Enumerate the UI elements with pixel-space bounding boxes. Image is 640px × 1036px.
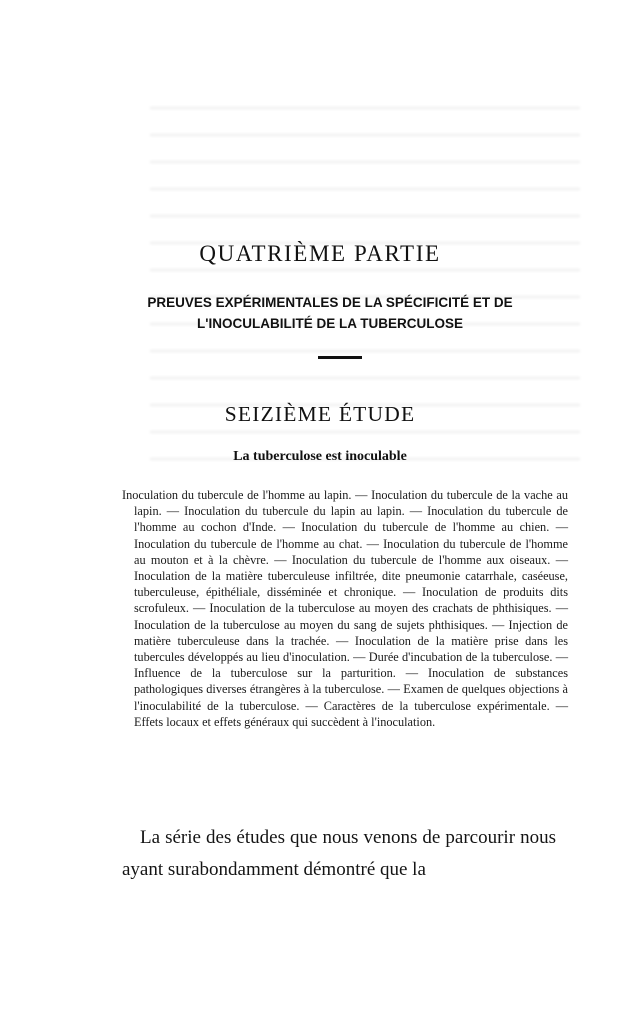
chapter-summary: Inoculation du tubercule de l'homme au lapin. — Inoculation du tubercule de la vache au lapin. — Inoculation du tubercule du lapin au lapin. — Inoculation du tubercule de l'homme au cochon d'Inde. — Inoculation du tubercule de l'homme au chien. — Inoculation du tubercule de l'homme au chat. — Inoculation du tubercule de l'homme au mouton et à la chèvre. — Inoculation du tubercule de l'homme aux oiseaux. — Inoculation de la matière tuberculeuse infiltrée, dite pneumonie catarrhale, caséeuse, tuberculeuse, épithéliale, disséminée et chronique. — Inoculation de produits dits scrofuleux. — Inoculation de la tuberculose au moyen des crachats de phthisiques. — Inoculation de la tuberculose au moyen du sang de sujets phthisiques. — Injection de matière tuberculeuse dans la trachée. — Inoculation de la matière prise dans les tubercules développés au lieu d'inoculation. — Durée d'incubation de la tuberculose. — Influence de la tuberculose sur la parturition. — Inoculation de substances pathologiques diverses étrangères à la tuberculose. — Examen de quelques objections à l'inoculabilité de la tuberculose. — Caractères de la tuberculose expérimentale. — Effets locaux et effets généraux qui succèdent à l'inoculation. <box>122 488 568 729</box>
part-title: QUATRIÈME PARTIE <box>199 241 441 266</box>
study-title: SEIZIÈME ÉTUDE <box>224 402 416 426</box>
body-paragraph: La série des études que nous venons de parcourir nous ayant surabondamment démontré que la <box>122 827 556 880</box>
study-subtitle: La tuberculose est inoculable <box>233 449 407 464</box>
section-divider <box>318 356 362 359</box>
part-subtitle: PREUVES EXPÉRIMENTALES DE LA SPÉCIFICITÉ ET DE L'INOCULABILITÉ DE LA TUBERCULOSE <box>147 295 513 331</box>
